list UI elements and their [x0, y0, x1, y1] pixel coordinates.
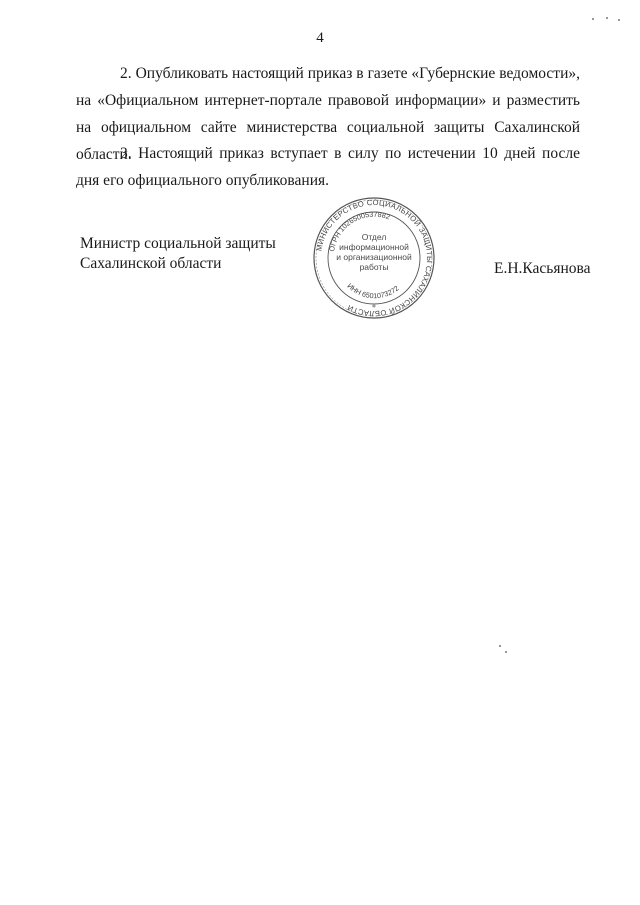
stamp-dept-line2: информационной [339, 242, 409, 252]
stamp-dept-line4: работы [359, 262, 389, 272]
stamp-star-icon: * [372, 303, 376, 312]
scan-speck [606, 17, 608, 19]
signer-name: Е.Н.Касьянова [494, 260, 591, 277]
scan-speck [618, 19, 620, 21]
paragraph-effective-date: 3. Настоящий приказ вступает в силу по истечении 10 дней после дня его официального опубликования. [76, 145, 580, 189]
stamp-inn-text [345, 281, 400, 300]
stamp-inn-textpath: ИНН 6501073272 [345, 281, 401, 301]
official-stamp [312, 196, 436, 320]
page-number: 4 [316, 30, 324, 46]
signer-position [80, 234, 276, 274]
scan-speck [592, 18, 594, 20]
stamp-ogrn-textpath: ОГРН 1026500537882 [327, 209, 392, 253]
signer-position-line2: Сахалинской области [80, 255, 222, 272]
scan-speck [499, 645, 501, 647]
stamp-dept-line1: Отдел [361, 232, 387, 242]
paragraph-publication: 2. Опубликовать настоящий приказ в газете «Губернские ведомости», на «Официальном интернет-портале правовой информации» и разместить на официальном сайте министерства социальной защиты Сахалинской области. [76, 65, 580, 163]
stamp-department [312, 232, 436, 272]
scan-speck [505, 651, 507, 653]
signer-position-line1: Министр социальной защиты [80, 235, 276, 252]
stamp-dept-line3: и организационной [336, 252, 412, 262]
stamp-outer-textpath: МИНИСТЕРСТВО СОЦИАЛЬНОЙ ЗАЩИТЫ САХАЛИНСКОЙ ОБЛАСТИ [314, 197, 435, 319]
